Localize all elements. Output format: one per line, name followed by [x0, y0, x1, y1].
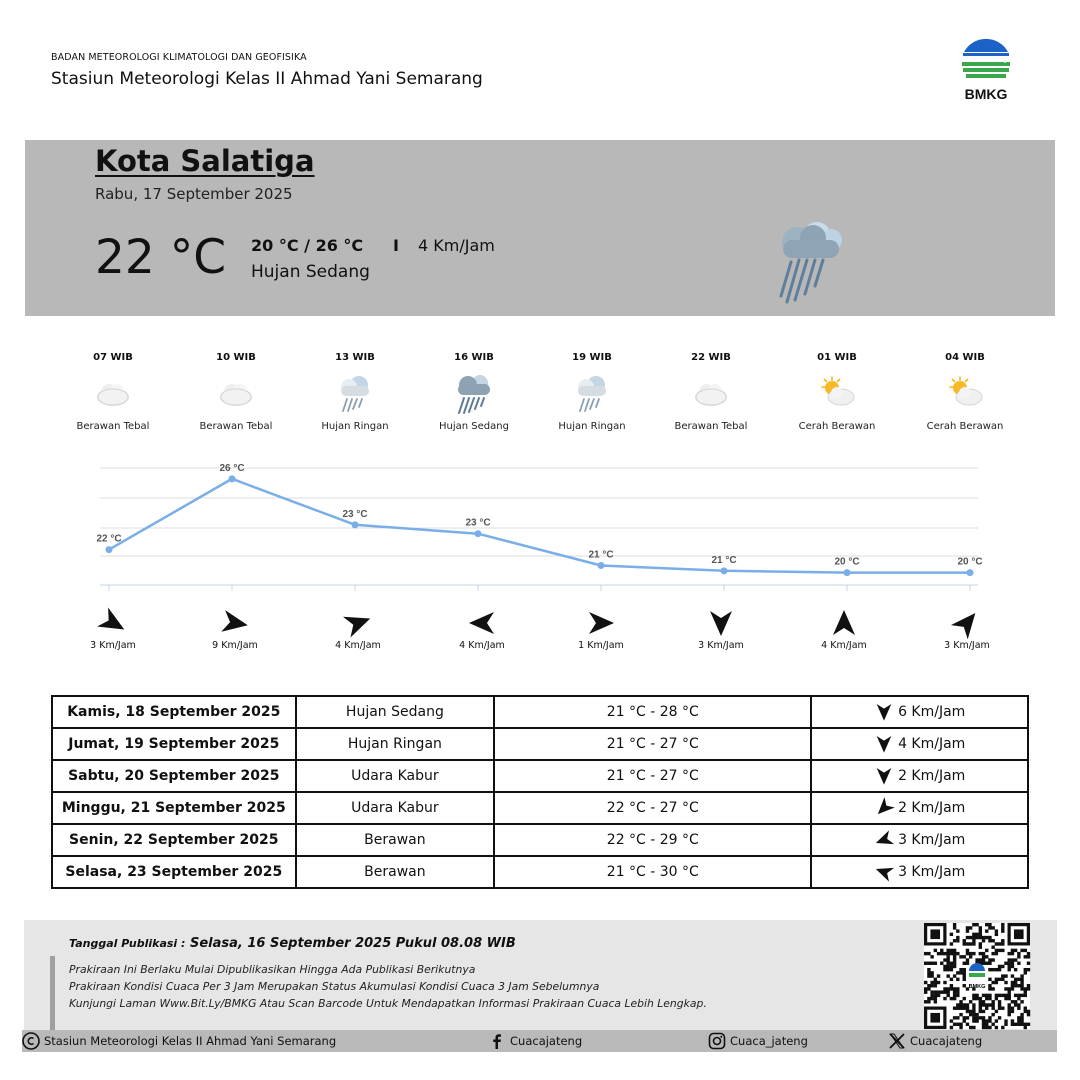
temperature-label: 23 °C [342, 508, 368, 520]
partly-cloudy-icon [815, 371, 859, 415]
daily-row [52, 760, 1028, 792]
daily-temperature: 22 °C - 29 °C [494, 824, 811, 856]
temperature-point [844, 569, 851, 576]
daily-wind-speed: 2 Km/Jam [898, 768, 966, 784]
daily-wind [811, 696, 1028, 728]
qr-logo-text: BMKG [968, 984, 986, 990]
copyright-text: Stasiun Meteorologi Kelas II Ahmad Yani Semarang [44, 1034, 337, 1048]
wind-item [313, 608, 403, 651]
separator: I [393, 236, 399, 255]
hour-time: 01 WIB [817, 352, 857, 363]
wind-item [922, 608, 1012, 651]
city-name: Kota Salatiga [95, 144, 315, 178]
hour-time: 22 WIB [691, 352, 731, 363]
hour-condition: Berawan Tebal [199, 421, 273, 432]
temperature-chart [96, 460, 983, 595]
daily-condition: Udara Kabur [296, 760, 495, 792]
temperature-label: 21 °C [588, 549, 614, 561]
hourly-item [910, 352, 1020, 432]
agency-name: BADAN METEOROLOGI KLIMATOLOGI DAN GEOFISIKA [51, 52, 307, 63]
hour-condition: Hujan Ringan [558, 421, 626, 432]
wind-direction-icon [874, 798, 894, 818]
wind-speed: 4 Km/Jam [821, 640, 867, 651]
facebook-link[interactable] [488, 1032, 582, 1050]
footer-panel [24, 920, 1057, 1030]
wind-item [437, 608, 527, 651]
daily-condition: Berawan [296, 856, 495, 888]
hour-condition: Hujan Ringan [321, 421, 389, 432]
station-name: Stasiun Meteorologi Kelas II Ahmad Yani Semarang [51, 69, 483, 89]
daily-row [52, 856, 1028, 888]
temperature-point [598, 562, 605, 569]
cloud-icon [214, 371, 258, 415]
temperature-point [229, 475, 236, 482]
temperature-label: 20 °C [957, 556, 983, 568]
logo-text: BMKG [964, 86, 1008, 102]
daily-condition: Hujan Sedang [296, 696, 495, 728]
daily-temperature: 21 °C - 27 °C [494, 760, 811, 792]
wind-direction-icon [874, 702, 894, 722]
wind-direction-icon [586, 608, 616, 638]
wind-direction-icon [343, 608, 373, 638]
wind-direction-icon [874, 766, 894, 786]
bmkg-logo [956, 34, 1016, 104]
wind-direction-icon [706, 608, 736, 638]
hour-time: 19 WIB [572, 352, 612, 363]
hour-condition: Cerah Berawan [798, 421, 876, 432]
current-weather-panel [25, 140, 1055, 316]
note-3: Kunjungi Laman Www.Bit.Ly/BMKG Atau Scan Barcode Untuk Mendapatkan Informasi Prakiraan Cuaca Lebih Lengkap. [69, 997, 707, 1010]
daily-wind-speed: 3 Km/Jam [898, 832, 966, 848]
hour-condition: Cerah Berawan [926, 421, 1004, 432]
wind-direction-icon [874, 862, 894, 882]
hour-time: 04 WIB [945, 352, 985, 363]
temperature-point [475, 530, 482, 537]
daily-temperature: 21 °C - 30 °C [494, 856, 811, 888]
wind-item [799, 608, 889, 651]
hourly-item [181, 352, 291, 432]
instagram-link[interactable] [708, 1032, 808, 1050]
daily-forecast-table [51, 695, 1029, 889]
hour-condition: Berawan Tebal [674, 421, 748, 432]
temperature-label: 22 °C [96, 533, 122, 545]
facebook-icon [488, 1032, 506, 1050]
daily-date: Minggu, 21 September 2025 [52, 792, 296, 824]
temperature-point [967, 569, 974, 576]
daily-wind-speed: 4 Km/Jam [898, 736, 966, 752]
daily-wind [811, 824, 1028, 856]
daily-condition: Berawan [296, 824, 495, 856]
temp-range: 20 °C / 26 °C [251, 236, 364, 255]
daily-wind [811, 792, 1028, 824]
wind-speed: 4 Km/Jam [459, 640, 505, 651]
wind-direction-icon [98, 608, 128, 638]
cloud-icon [91, 371, 135, 415]
daily-temperature: 21 °C - 27 °C [494, 728, 811, 760]
daily-date: Sabtu, 20 September 2025 [52, 760, 296, 792]
wind-item [676, 608, 766, 651]
daily-temperature: 22 °C - 27 °C [494, 792, 811, 824]
wind-item [556, 608, 646, 651]
daily-wind [811, 760, 1028, 792]
hour-time: 07 WIB [93, 352, 133, 363]
wind-direction-icon [220, 608, 250, 638]
hour-time: 10 WIB [216, 352, 256, 363]
heavy-rain-icon [765, 214, 857, 306]
x-link[interactable] [888, 1032, 982, 1050]
header [51, 52, 483, 89]
daily-date: Senin, 22 September 2025 [52, 824, 296, 856]
copyright-item [22, 1032, 336, 1050]
note-1: Prakiraan Ini Berlaku Mulai Dipublikasikan Hingga Ada Publikasi Berikutnya [69, 963, 476, 976]
temperature-point [106, 546, 113, 553]
footer-accent-bar [50, 956, 55, 1030]
temperature-point [352, 521, 359, 528]
current-temperature: 22 °C [95, 230, 227, 285]
daily-date: Kamis, 18 September 2025 [52, 696, 296, 728]
cloud-icon [689, 371, 733, 415]
wind-direction-icon [829, 608, 859, 638]
footer-notes [69, 961, 707, 1012]
wind-direction-icon [874, 734, 894, 754]
wind-speed: 4 Km/Jam [335, 640, 381, 651]
light-rain-icon [333, 371, 377, 415]
current-wind: 4 Km/Jam [418, 236, 495, 255]
daily-row [52, 792, 1028, 824]
x-handle: Cuacajateng [910, 1034, 983, 1048]
hour-condition: Hujan Sedang [439, 421, 509, 432]
daily-temperature: 21 °C - 28 °C [494, 696, 811, 728]
partly-cloudy-icon [943, 371, 987, 415]
publication-value: Selasa, 16 September 2025 Pukul 08.08 WIB [189, 936, 516, 951]
daily-wind-speed: 3 Km/Jam [898, 864, 966, 880]
daily-wind-speed: 6 Km/Jam [898, 704, 966, 720]
wind-speed: 3 Km/Jam [90, 640, 136, 651]
temperature-label: 26 °C [219, 462, 245, 474]
temperature-label: 20 °C [834, 556, 860, 568]
daily-row [52, 696, 1028, 728]
wind-direction-icon [952, 608, 982, 638]
daily-wind [811, 728, 1028, 760]
instagram-handle: Cuaca_jateng [730, 1034, 808, 1048]
daily-row [52, 728, 1028, 760]
hourly-item [782, 352, 892, 432]
heavy-rain-icon [452, 371, 496, 415]
facebook-handle: Cuacajateng [510, 1034, 583, 1048]
daily-row [52, 824, 1028, 856]
qr-code[interactable] [924, 923, 1030, 1029]
wind-speed: 3 Km/Jam [698, 640, 744, 651]
hour-condition: Berawan Tebal [76, 421, 150, 432]
wind-speed: 3 Km/Jam [944, 640, 990, 651]
current-condition: Hujan Sedang [251, 262, 370, 282]
copyright-icon [22, 1032, 40, 1050]
x-icon [888, 1032, 906, 1050]
note-2: Prakiraan Kondisi Cuaca Per 3 Jam Merupakan Status Akumulasi Kondisi Cuaca 3 Jam Sebelumnya [69, 980, 600, 993]
publication-date [69, 936, 516, 951]
publication-label: Tanggal Publikasi : [69, 937, 186, 950]
hourly-item [419, 352, 529, 432]
wind-item [190, 608, 280, 651]
wind-direction-icon [467, 608, 497, 638]
wind-speed: 9 Km/Jam [212, 640, 258, 651]
hourly-item [300, 352, 410, 432]
social-bar [22, 1030, 1057, 1052]
daily-wind [811, 856, 1028, 888]
hour-time: 16 WIB [454, 352, 494, 363]
daily-date: Selasa, 23 September 2025 [52, 856, 296, 888]
wind-direction-icon [874, 830, 894, 850]
light-rain-icon [570, 371, 614, 415]
wind-item [68, 608, 158, 651]
hourly-item [656, 352, 766, 432]
current-date: Rabu, 17 September 2025 [95, 185, 293, 203]
daily-date: Jumat, 19 September 2025 [52, 728, 296, 760]
hour-time: 13 WIB [335, 352, 375, 363]
temperature-point [721, 567, 728, 574]
daily-wind-speed: 2 Km/Jam [898, 800, 966, 816]
hourly-item [537, 352, 647, 432]
daily-condition: Udara Kabur [296, 792, 495, 824]
hourly-item [58, 352, 168, 432]
temperature-label: 23 °C [465, 517, 491, 529]
temperature-label: 21 °C [711, 554, 737, 566]
wind-speed: 1 Km/Jam [578, 640, 624, 651]
daily-condition: Hujan Ringan [296, 728, 495, 760]
instagram-icon [708, 1032, 726, 1050]
